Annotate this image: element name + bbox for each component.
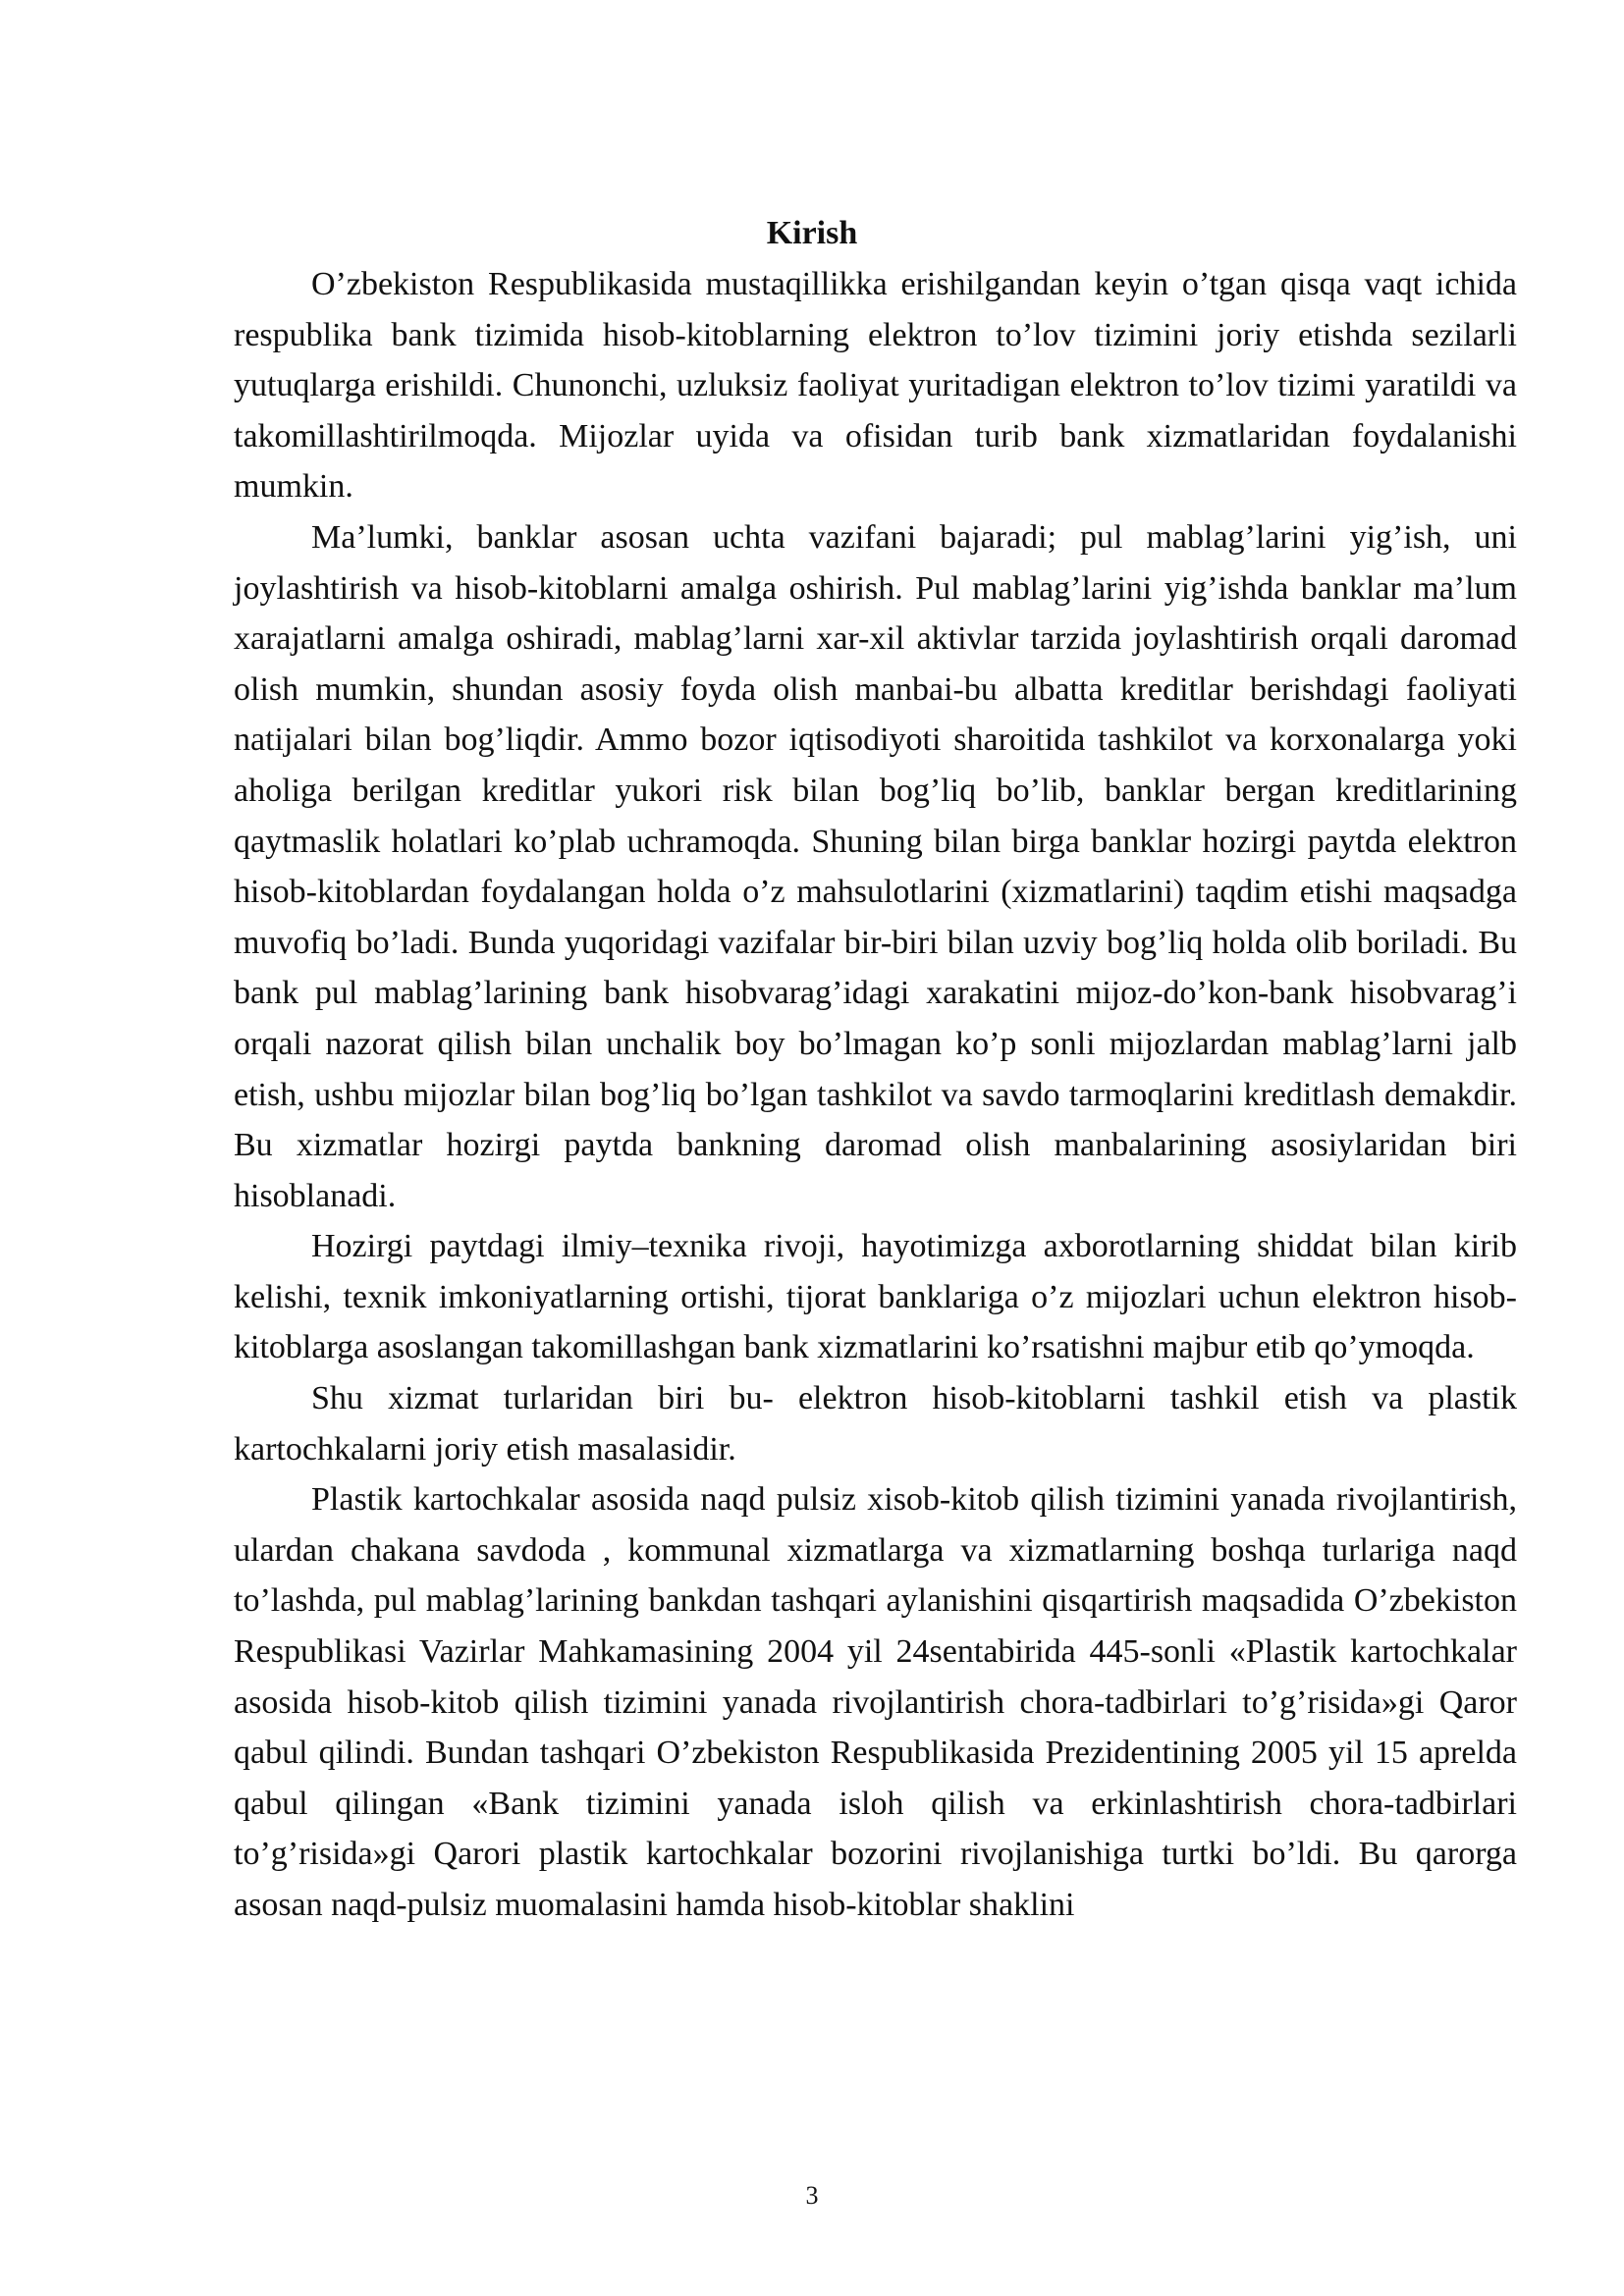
paragraph: Shu xizmat turlaridan biri bu- elektron hisob-kitoblarni tashkil etish va plastik kartochkalarni joriy etish masalasidir. <box>234 1380 1517 1468</box>
paragraph: O’zbekiston Respublikasida mustaqillikka erishilgandan keyin o’tgan qisqa vaqt ichida respublika bank tizimida hisob-kitoblarning elektron to’lov tizimini joriy etishda sezilarli yutuqlarga erishildi. Chunonchi, uzluksiz faoliyat yuritadigan elektron to’lov tizimi yaratildi va takomillashtirilmoqda. Mijozlar uyida va ofisidan turib bank xizmatlaridan foydalanishi mumkin. <box>234 266 1517 506</box>
paragraph: Plastik kartochkalar asosida naqd pulsiz xisob-kitob qilish tizimini yanada rivojlantirish, ulardan chakana savdoda , kommunal xizmatlarga va xizmatlarning boshqa turlariga naqd to’lashda, pul mablag’larining bankdan tashqari aylanishini qisqartirish maqsadida O’zbekiston Respublikasi Vazirlar Mahkamasining 2004 yil 24sentabirida 445-sonli «Plastik kartochkalar asosida hisob-kitob qilish tizimini yanada rivojlantirish chora-tadbirlari to’g’risida»gi Qaror qabul qilindi. Bundan tashqari O’zbekiston Respublikasida Prezidentining 2005 yil 15 aprelda qabul qilingan «Bank tizimini yanada isloh qilish va erkinlashtirish chora-tadbirlari to’g’risida»gi Qarori plastik kartochkalar bozorini rivojlanishiga turtki bo’ldi. Bu qarorga asosan naqd-pulsiz muomalasini hamda hisob-kitoblar shaklini <box>234 1481 1517 1923</box>
body-text <box>234 259 1517 1931</box>
section-heading: Kirish <box>766 215 858 251</box>
paragraph: Ma’lumki, banklar asosan uchta vazifani bajaradi; pul mablag’larini yig’ish, uni joylashtirish va hisob-kitoblarni amalga oshirish. Pul mablag’larini yig’ishda banklar ma’lum xarajatlarni amalga oshiradi, mablag’larni xar-xil aktivlar tarzida joylashtirish orqali daromad olish mumkin, shundan asosiy foyda olish manbai-bu albatta kreditlar berishdagi faoliyati natijalari bilan bog’liqdir. Ammo bozor iqtisodiyoti sharoitida tashkilot va korxonalarga yoki aholiga berilgan kreditlar yukori risk bilan bog’liq bo’lib, banklar bergan kreditlarining qaytmaslik holatlari ko’plab uchramoqda. Shuning bilan birga banklar hozirgi paytda elektron hisob-kitoblardan foydalangan holda o’z mahsulotlarini (xizmatlarini) taqdim etishi maqsadga muvofiq bo’ladi. Bunda yuqoridagi vazifalar bir-biri bilan uzviy bog’liq holda olib boriladi. Bu bank pul mablag’larining bank hisobvarag’idagi xarakatini mijoz-do’kon-bank hisobvarag’i orqali nazorat qilish bilan unchalik boy bo’lmagan ko’p sonli mijozlardan mablag’larni jalb etish, ushbu mijozlar bilan bog’liq bo’lgan tashkilot va savdo tarmoqlarini kreditlash demakdir. Bu xizmatlar hozirgi paytda bankning daromad olish manbalarining asosiylaridan biri hisoblanadi. <box>234 518 1517 1214</box>
paragraph: Hozirgi paytdagi ilmiy–texnika rivoji, hayotimizga axborotlarning shiddat bilan kirib kelishi, texnik imkoniyatlarning ortishi, tijorat banklariga o’z mijozlari uchun elektron hisob-kitoblarga asoslangan takomillashgan bank xizmatlarini ko’rsatishni majbur etib qo’ymoqda. <box>234 1228 1517 1366</box>
page-number: 3 <box>805 2181 819 2210</box>
